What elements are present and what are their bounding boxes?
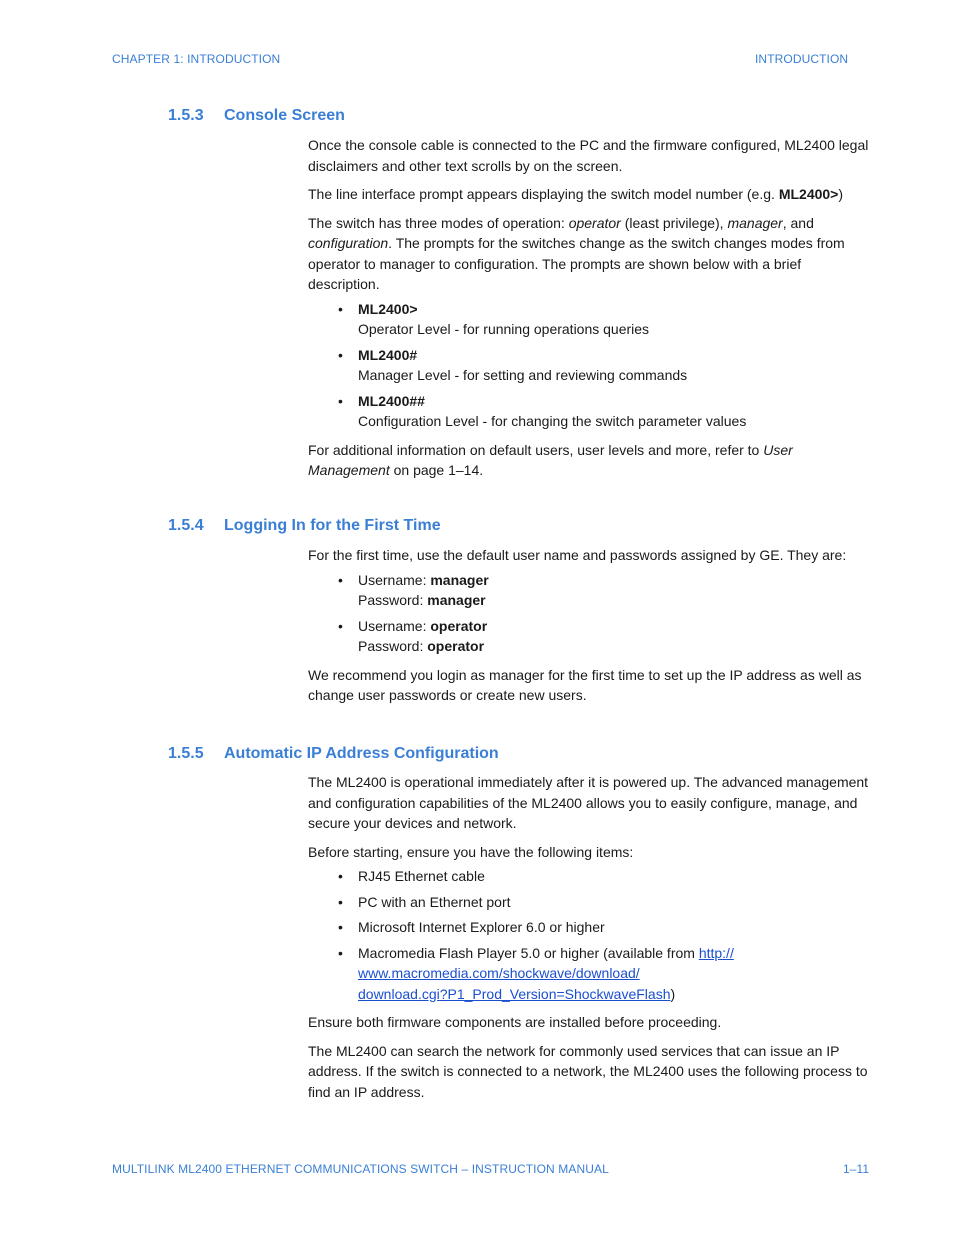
list-item: • Username: manager Password: manager bbox=[338, 571, 489, 608]
bullet-icon: • bbox=[338, 392, 343, 409]
bullet-icon: • bbox=[338, 346, 343, 363]
section-number: 1.5.4 bbox=[168, 517, 204, 534]
paragraph: Ensure both firmware components are installed before proceeding. bbox=[308, 1014, 722, 1030]
paragraph: Before starting, ensure you have the following items: bbox=[308, 843, 634, 860]
section-title: Logging In for the First Time bbox=[224, 517, 441, 534]
paragraph: For additional information on default users, user levels and more, refer to User Management on page 1–14. bbox=[308, 441, 793, 478]
list-item: • Macromedia Flash Player 5.0 or higher (available from http:// www.macromedia.com/shockwave/download/ download.cgi?P1_Prod_Version=ShockwaveFlash) bbox=[338, 944, 734, 1002]
list-item: • ML2400# Manager Level - for setting and reviewing commands bbox=[338, 346, 688, 383]
list-item: • Microsoft Internet Explorer 6.0 or higher bbox=[358, 917, 870, 938]
running-footer-title: MULTILINK ML2400 ETHERNET COMMUNICATIONS SWITCH – INSTRUCTION MANUAL bbox=[112, 1162, 609, 1176]
running-header-chapter: CHAPTER 1: INTRODUCTION bbox=[112, 52, 281, 66]
section-body-1-5-5 bbox=[308, 772, 870, 1102]
section-heading-1-5-3 bbox=[168, 107, 345, 125]
paragraph: For the first time, use the default user name and passwords assigned by GE. They are: bbox=[308, 547, 847, 563]
section-body-1-5-3 bbox=[308, 135, 870, 481]
section-title: Automatic IP Address Configuration bbox=[224, 745, 499, 762]
bullet-icon: • bbox=[338, 300, 343, 317]
bullet-icon: • bbox=[338, 868, 343, 884]
list-item: • ML2400## Configuration Level - for changing the switch parameter values bbox=[338, 392, 747, 429]
section-number: 1.5.3 bbox=[168, 107, 204, 124]
paragraph: The switch has three modes of operation: operator (least privilege), manager, and configuration. The prompts for the switches change as the switch changes modes from operator to manager to configuration. The prompts are shown below with a brief description. bbox=[308, 214, 845, 292]
bullet-icon: • bbox=[338, 617, 343, 634]
paragraph: The ML2400 can search the network for commonly used services that can issue an IP address. If the switch is connected to a network, the ML2400 uses the following process to find an IP address. bbox=[308, 1042, 868, 1100]
cross-reference: User Management bbox=[308, 441, 793, 478]
list-item: • Username: operator Password: operator bbox=[338, 617, 488, 654]
list-item: • ML2400> Operator Level - for running operations queries bbox=[338, 300, 650, 337]
section-title: Console Screen bbox=[224, 107, 345, 124]
bullet-icon: • bbox=[338, 944, 343, 961]
section-heading-1-5-4 bbox=[168, 517, 441, 535]
macromedia-download-link[interactable]: http:// www.macromedia.com/shockwave/download/ download.cgi?P1_Prod_Version=ShockwaveFlash bbox=[358, 944, 734, 1002]
bullet-icon: • bbox=[338, 919, 343, 935]
list-item: • PC with an Ethernet port bbox=[358, 892, 870, 913]
bullet-icon: • bbox=[338, 571, 343, 588]
paragraph: Once the console cable is connected to the PC and the firmware configured, ML2400 legal disclaimers and other text scrolls by on the screen. bbox=[308, 137, 869, 174]
paragraph: We recommend you login as manager for the first time to set up the IP address as well as change user passwords or create new users. bbox=[308, 666, 862, 703]
section-heading-1-5-5 bbox=[168, 745, 499, 763]
section-number: 1.5.5 bbox=[168, 745, 204, 762]
paragraph: The line interface prompt appears displaying the switch model number (e.g. ML2400>) bbox=[308, 186, 844, 202]
list-item: • RJ45 Ethernet cable bbox=[358, 866, 870, 887]
paragraph: The ML2400 is operational immediately after it is powered up. The advanced management and configuration capabilities of the ML2400 allows you to easily configure, manage, and secure your devices and network. bbox=[308, 774, 869, 831]
section-body-1-5-4 bbox=[308, 545, 870, 706]
bullet-icon: • bbox=[338, 893, 343, 910]
prompt-text: ML2400> bbox=[778, 186, 839, 202]
page-number: 1–11 bbox=[843, 1162, 870, 1176]
running-header-section: INTRODUCTION bbox=[755, 52, 849, 66]
